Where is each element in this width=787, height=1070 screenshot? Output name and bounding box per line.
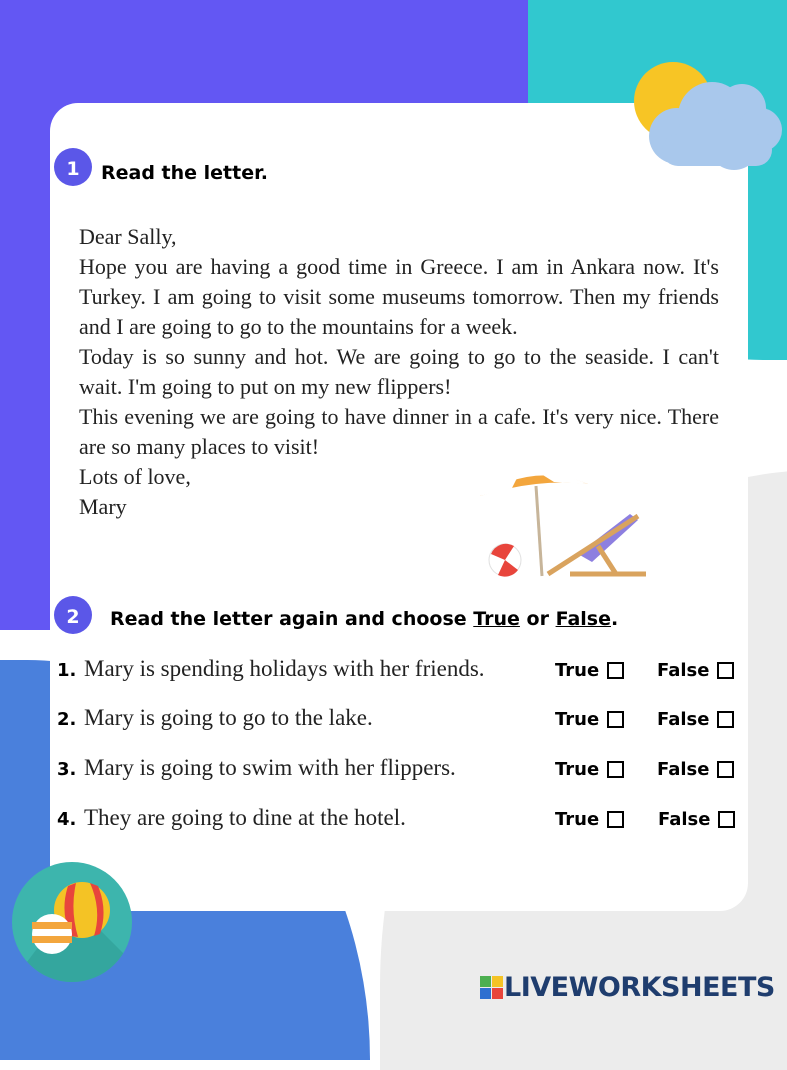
false-option[interactable] [657,660,734,681]
section-2-or-word: or [519,608,556,630]
false-option[interactable] [658,809,735,830]
question-number: 4. [57,809,77,830]
letter-paragraph-3: This evening we are going to have dinner in a cafe. It's very nice. There are so many places to visit! [79,404,719,459]
liveworksheets-logo [480,972,775,1003]
question-text: They are going to dine at the hotel. [84,805,406,830]
true-option[interactable] [555,809,624,830]
false-label: False [657,660,710,681]
false-label: False [657,759,710,780]
question-row [57,805,747,839]
question-number: 3. [57,759,77,780]
false-checkbox[interactable] [717,761,734,778]
true-checkbox[interactable] [607,662,624,679]
beach-balls-icon [12,862,132,982]
question-number: 2. [57,709,77,730]
section-2-title-end: . [610,608,619,630]
letter-signature: Mary [79,494,127,519]
true-label: True [555,660,600,681]
question-text: Mary is going to go to the lake. [84,705,373,730]
question-text: Mary is spending holidays with her friends. [84,656,485,681]
logo-text: LIVEWORKSHEETS [504,972,775,1003]
letter-closing: Lots of love, [79,464,191,489]
true-option[interactable] [555,660,624,681]
question-row [57,705,747,739]
section-1-title: Read the letter. [101,162,268,184]
section-2-false-word: False [555,608,611,630]
question-row [57,656,747,690]
true-checkbox[interactable] [607,761,624,778]
false-label: False [658,809,711,830]
true-label: True [555,759,600,780]
false-checkbox[interactable] [717,662,734,679]
question-row [57,755,747,789]
balloon-badge [12,862,132,982]
true-option[interactable] [555,709,624,730]
letter-paragraph-2: Today is so sunny and hot. We are going to go to the seaside. I can't wait. I'm going to put on my new flippers! [79,344,719,399]
section-2-true-word: True [473,608,520,630]
false-checkbox[interactable] [718,811,735,828]
beach-umbrella-chair-illustration [478,466,654,582]
true-checkbox[interactable] [607,711,624,728]
logo-blocks-icon [480,976,504,1000]
section-1-badge: 1 [54,148,92,186]
letter-greeting: Dear Sally, [79,224,177,249]
false-option[interactable] [657,709,734,730]
false-checkbox[interactable] [717,711,734,728]
true-label: True [555,709,600,730]
section-2-title-text: Read the letter again and choose [110,608,474,630]
true-label: True [555,809,600,830]
false-option[interactable] [657,759,734,780]
question-text: Mary is going to swim with her flippers. [84,755,456,780]
section-2-badge: 2 [54,596,92,634]
false-label: False [657,709,710,730]
section-2-title [110,608,618,630]
letter-paragraph-1: Hope you are having a good time in Greece. I am in Ankara now. It's Turkey. I am going to visit some museums tomorrow. Then my friends and I are going to go to the mountains for a week. [79,254,719,339]
question-number: 1. [57,660,77,681]
true-option[interactable] [555,759,624,780]
cloud-icon [642,78,787,174]
true-checkbox[interactable] [607,811,624,828]
